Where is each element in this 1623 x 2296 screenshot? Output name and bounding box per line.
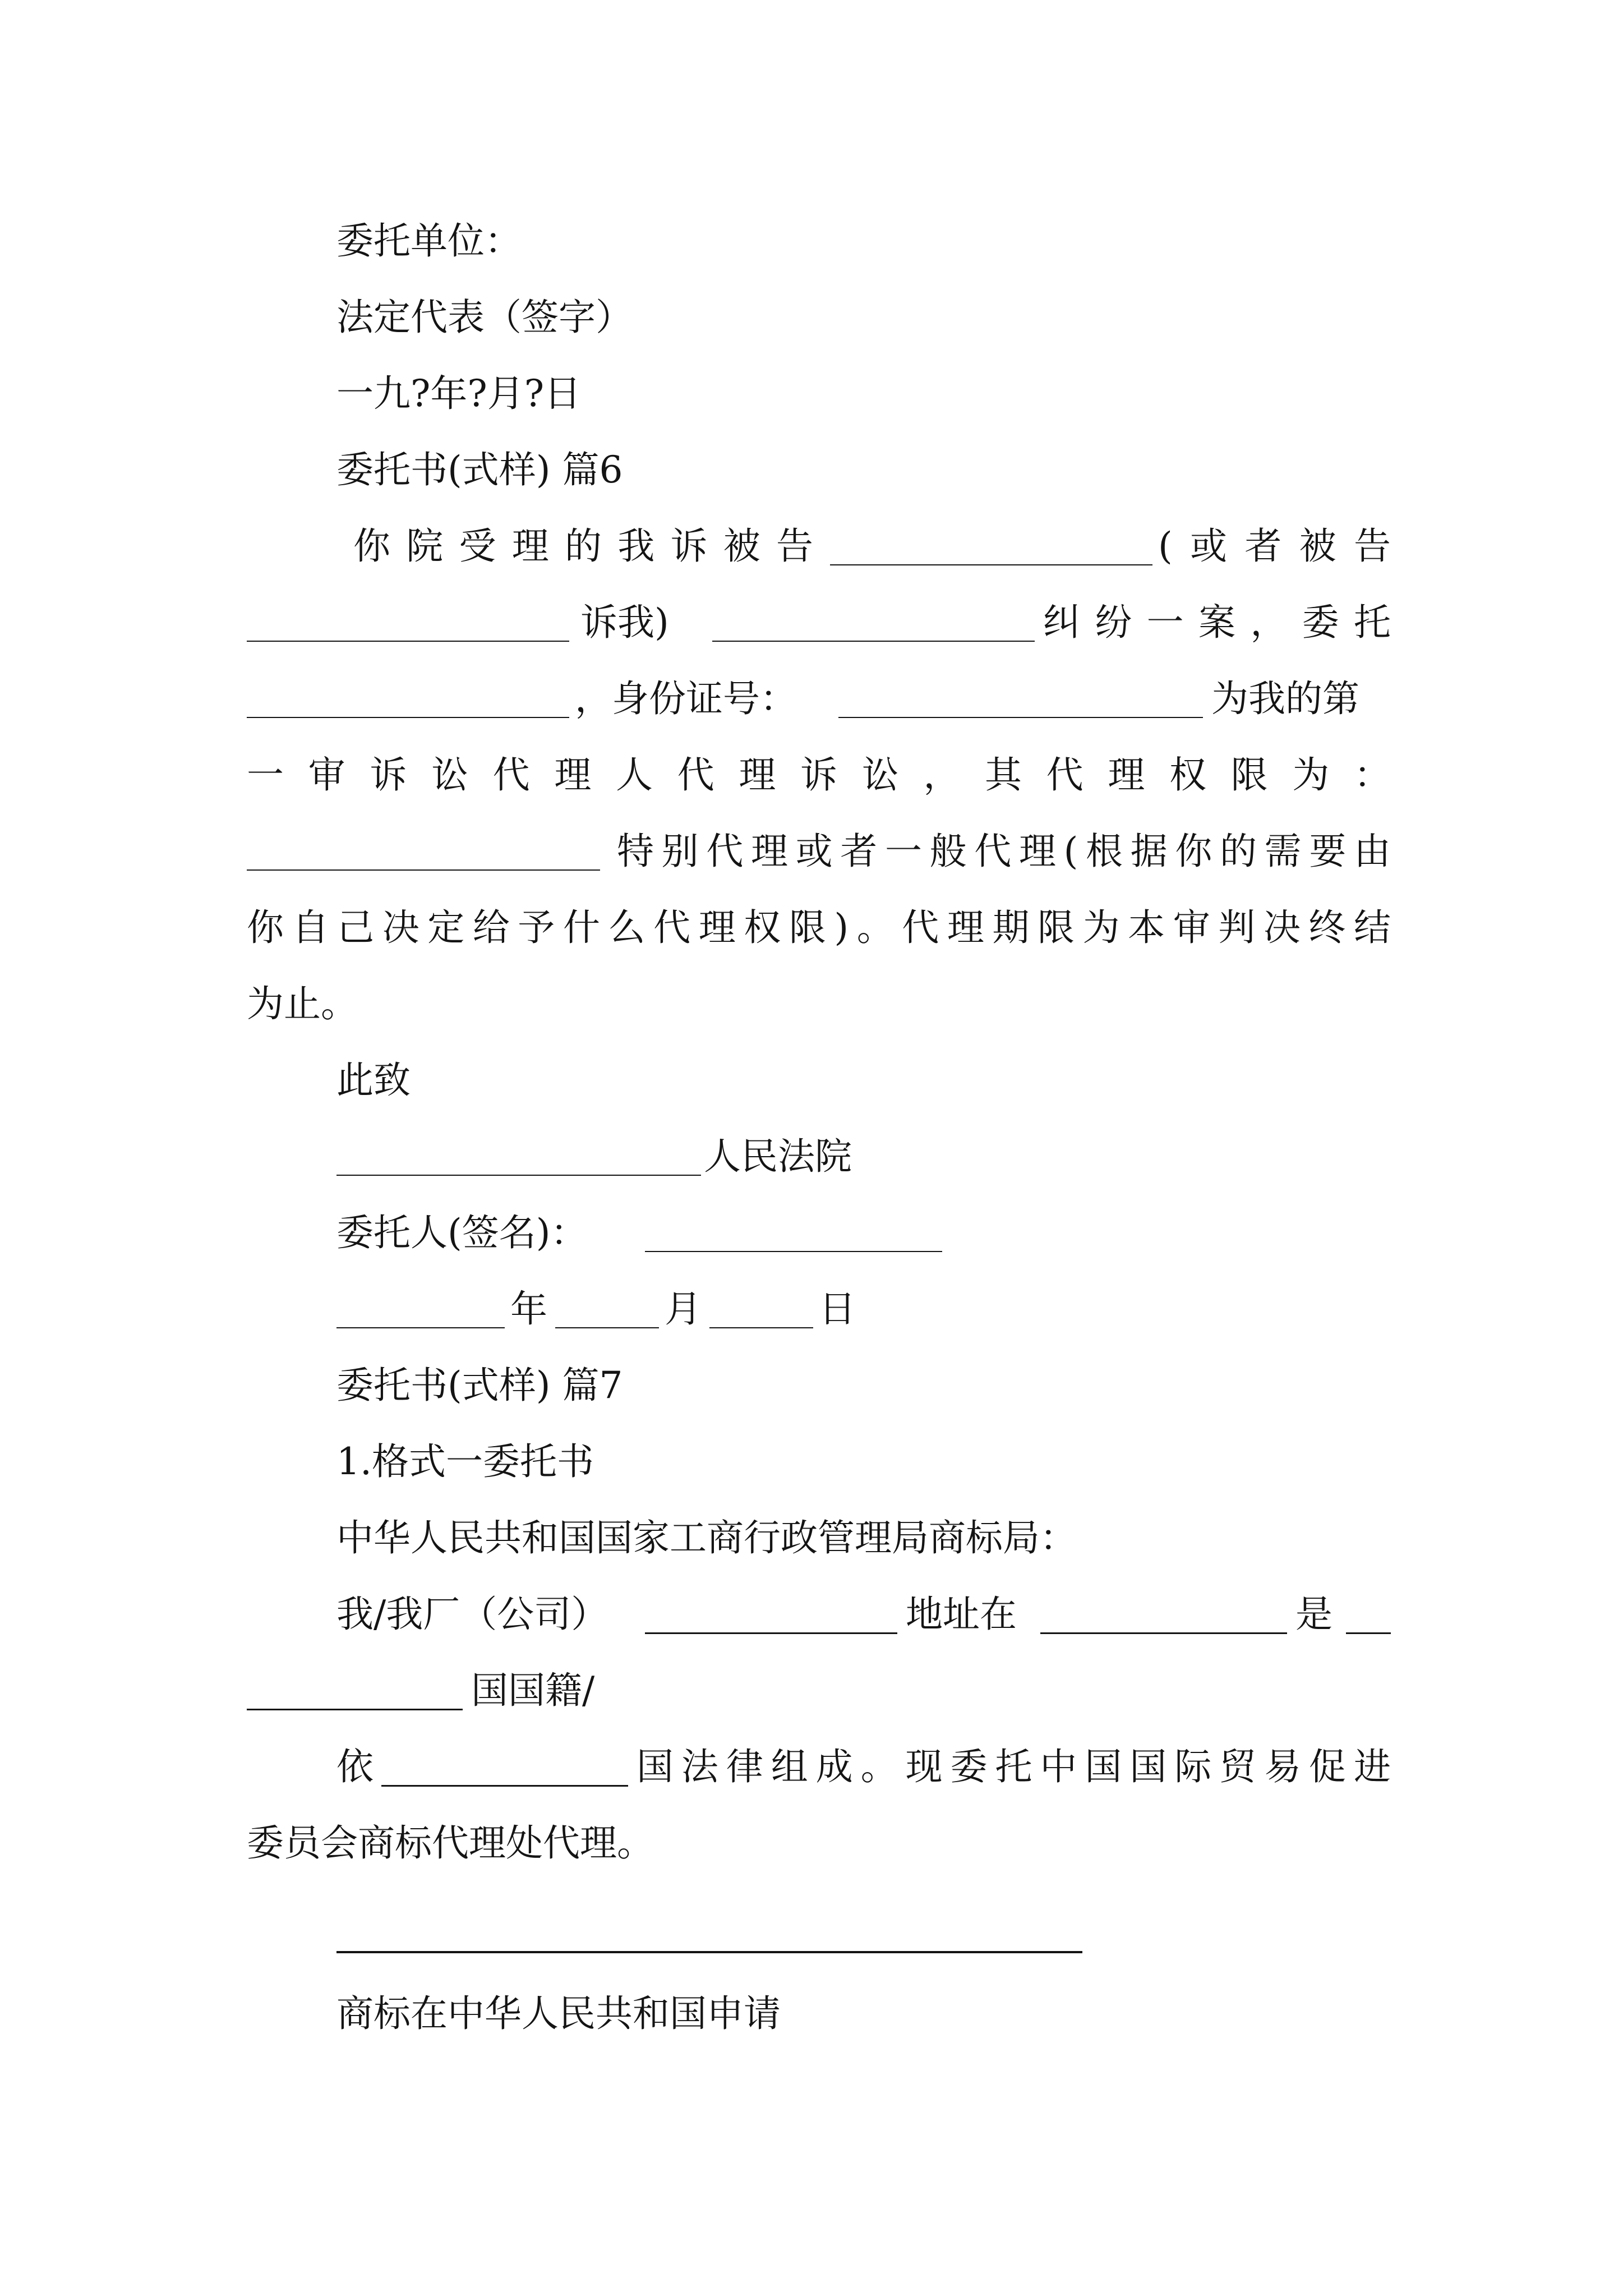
text-line: [0, 513, 1623, 580]
salutation: 此致: [336, 1059, 411, 1102]
form6-para-text: 纠纷一案，委托: [1043, 601, 1391, 644]
text-line: [0, 1123, 1623, 1190]
text-line: [0, 1581, 1623, 1648]
day-label: 日: [819, 1287, 856, 1331]
text-line: [0, 360, 1623, 427]
form7-para-text: 委员会商标代理处代理。: [247, 1821, 654, 1865]
form6-para-text: (或者被告: [1158, 524, 1391, 568]
id-number-blank: [838, 717, 1203, 718]
text-line: [0, 1657, 1623, 1724]
legal-representative-label: 法定代表（签字）: [336, 296, 633, 339]
nationality-blank: [247, 1709, 463, 1710]
text-line: [0, 1980, 1623, 2047]
plaintiff-blank: [247, 641, 569, 642]
form6-para-text: 为我的第: [1211, 677, 1359, 720]
form6-para-text: 诉我): [580, 601, 669, 644]
text-line: [0, 284, 1623, 351]
text-line: [0, 818, 1623, 885]
authority-blank: [247, 869, 600, 871]
day-blank: [709, 1327, 813, 1328]
form6-para-text: 为止。: [247, 982, 358, 1025]
form7-para-text: 地址在: [906, 1593, 1017, 1636]
text-line: [0, 1352, 1623, 1419]
form7-para-text: 国法律组成。现委托中国国际贸易促进: [637, 1745, 1391, 1788]
form6-para-text: 你院受理的我诉被告: [353, 524, 813, 568]
text-line: [0, 894, 1623, 961]
form6-para-text: 一审诉讼代理人代理诉讼，其代理权限为：: [247, 753, 1391, 797]
form6-para-text: ，身份证号：: [575, 677, 797, 720]
form6-heading: 委托书(式样) 篇6: [336, 448, 623, 491]
month-label: 月: [665, 1287, 702, 1331]
text-line: [0, 208, 1623, 275]
year-blank: [336, 1327, 505, 1328]
text-line: [0, 1733, 1623, 1801]
signature-date: 一九?年?月?日: [336, 372, 582, 415]
dispute-blank: [712, 641, 1035, 642]
form7-heading: 委托书(式样) 篇7: [336, 1364, 623, 1407]
text-line: [0, 970, 1623, 1038]
form7-para-text: 依: [336, 1745, 374, 1788]
text-line: [0, 1047, 1623, 1114]
entrusting-unit-label: 委托单位：: [336, 219, 522, 263]
text-line: [0, 665, 1623, 733]
form6-para-text: 特别代理或者一般代理(根据你的需要由: [617, 830, 1391, 873]
form7-para-text: 我/我厂（公司）: [336, 1593, 608, 1636]
form7-para-text: 是: [1295, 1593, 1332, 1636]
country-law-blank: [381, 1785, 628, 1787]
text-line: [0, 742, 1623, 809]
form7-para-text: 国国籍/: [471, 1669, 595, 1712]
nationality-blank-start: [1346, 1632, 1391, 1634]
text-line: [0, 1504, 1623, 1572]
trademark-name-blank: [336, 1951, 1082, 1953]
text-line: [0, 1276, 1623, 1343]
address-blank: [1040, 1632, 1287, 1634]
text-line: [0, 1428, 1623, 1496]
form7-para-text: 商标在中华人民共和国申请: [336, 1992, 781, 2035]
text-line: [0, 436, 1623, 504]
court-label: 人民法院: [704, 1135, 852, 1178]
form7-item: 1.格式一委托书: [336, 1440, 594, 1483]
text-line: [0, 589, 1623, 656]
company-blank: [645, 1632, 897, 1634]
agent-name-blank: [247, 717, 569, 718]
defendant-blank: [830, 564, 1152, 565]
signer-label: 委托人(签名)：: [336, 1211, 588, 1254]
year-label: 年: [510, 1287, 547, 1331]
court-blank: [336, 1175, 701, 1176]
form7-addressee: 中华人民共和国国家工商行政管理局商标局：: [336, 1516, 1077, 1559]
text-line: [0, 1810, 1623, 1877]
form6-para-text: 你自己决定给予什么代理权限)。代理期限为本审判决终结: [247, 906, 1391, 949]
signer-blank: [645, 1251, 942, 1252]
text-line: [0, 1199, 1623, 1267]
month-blank: [555, 1327, 659, 1328]
